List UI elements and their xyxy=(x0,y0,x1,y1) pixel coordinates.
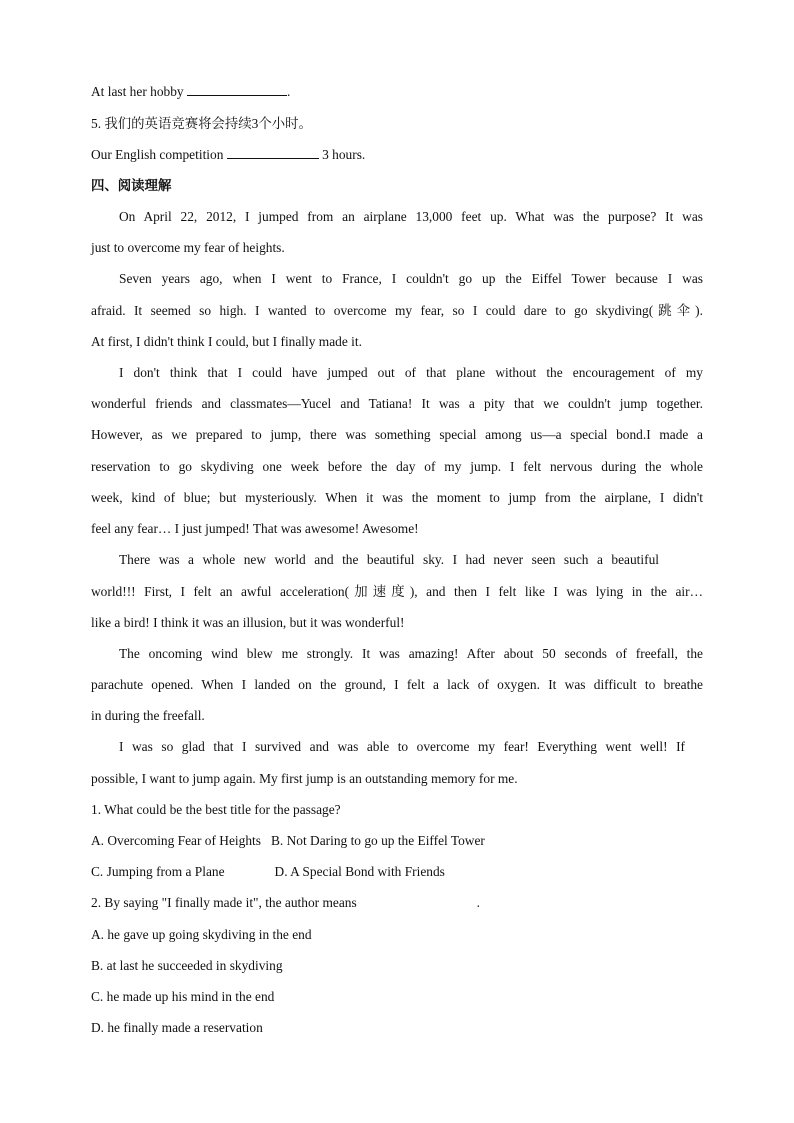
passage-line: Seven years ago, when I went to France, I couldn't go up the Eiffel Tower because I was xyxy=(119,271,703,286)
passage-line: On April 22, 2012, I jumped from an airplane 13,000 feet up. What was the purpose? It was xyxy=(119,209,703,224)
passage-line: There was a whole new world and the beautiful sky. I had never seen such a beautiful xyxy=(119,552,659,567)
question-2-option-b[interactable]: B. at last he succeeded in skydiving xyxy=(91,958,283,973)
passage-line: At first, I didn't think I could, but I finally made it. xyxy=(91,334,362,349)
question-2-option-d[interactable]: D. he finally made a reservation xyxy=(91,1020,263,1035)
passage-line: like a bird! I think it was an illusion, but it was wonderful! xyxy=(91,615,405,630)
sentence-end: . xyxy=(286,84,291,99)
sentence-end: . xyxy=(476,895,481,910)
section-title: 四、阅读理解 xyxy=(91,178,172,193)
answer-blank[interactable] xyxy=(187,83,287,96)
exercise-5-answer-line xyxy=(91,146,703,164)
question-1: 1. What could be the best title for the passage? xyxy=(91,802,341,817)
option-d[interactable]: D. A Special Bond with Friends xyxy=(274,864,445,879)
question-1-options-cd xyxy=(91,863,703,881)
passage-line: The oncoming wind blew me strongly. It was amazing! After about 50 seconds of freefall, the xyxy=(119,646,703,661)
passage-line: feel any fear… I just jumped! That was awesome! Awesome! xyxy=(91,521,419,536)
passage-line: week, kind of blue; but mysteriously. When it was the moment to jump from the airplane, I didn't xyxy=(91,490,703,505)
exercise-4-answer-line xyxy=(91,83,703,101)
passage-line: wonderful friends and classmates—Yucel and Tatiana! It was a pity that we couldn't jump together. xyxy=(91,396,703,411)
passage-line: parachute opened. When I landed on the ground, I felt a lack of oxygen. It was difficult to breathe xyxy=(91,677,703,692)
passage-line: world!!! First, I felt an awful acceleration(加速度), and then I felt like I was lying in the air… xyxy=(91,584,703,599)
passage-line: just to overcome my fear of heights. xyxy=(91,240,285,255)
sentence-end: 3 hours. xyxy=(318,147,366,162)
passage-line: However, as we prepared to jump, there was something special among us—a special bond.I made a xyxy=(91,427,703,442)
question-2-option-a[interactable]: A. he gave up going skydiving in the end xyxy=(91,927,312,942)
answer-blank[interactable] xyxy=(227,146,319,159)
question-2-option-c[interactable]: C. he made up his mind in the end xyxy=(91,989,275,1004)
exercise-5-chinese: 5. 我们的英语竞赛将会持续3个小时。 xyxy=(91,116,312,131)
sentence-start: At last her hobby xyxy=(91,84,187,99)
passage-line: possible, I want to jump again. My first jump is an outstanding memory for me. xyxy=(91,771,518,786)
passage-line: reservation to go skydiving one week before the day of my jump. I felt nervous during the whole xyxy=(91,459,703,474)
question-2 xyxy=(91,894,703,912)
question-1-options-ab[interactable]: A. Overcoming Fear of Heights B. Not Daring to go up the Eiffel Tower xyxy=(91,833,485,848)
sentence-start: Our English competition xyxy=(91,147,227,162)
passage-line: afraid. It seemed so high. I wanted to overcome my fear, so I could dare to go skydiving(跳伞). xyxy=(91,303,703,318)
question-2-text: 2. By saying "I finally made it", the author means xyxy=(91,895,357,910)
passage-line: I don't think that I could have jumped out of that plane without the encouragement of my xyxy=(119,365,703,380)
option-c[interactable]: C. Jumping from a Plane xyxy=(91,864,225,879)
passage-line: in during the freefall. xyxy=(91,708,205,723)
passage-line: I was so glad that I survived and was able to overcome my fear! Everything went well! If xyxy=(119,739,685,754)
